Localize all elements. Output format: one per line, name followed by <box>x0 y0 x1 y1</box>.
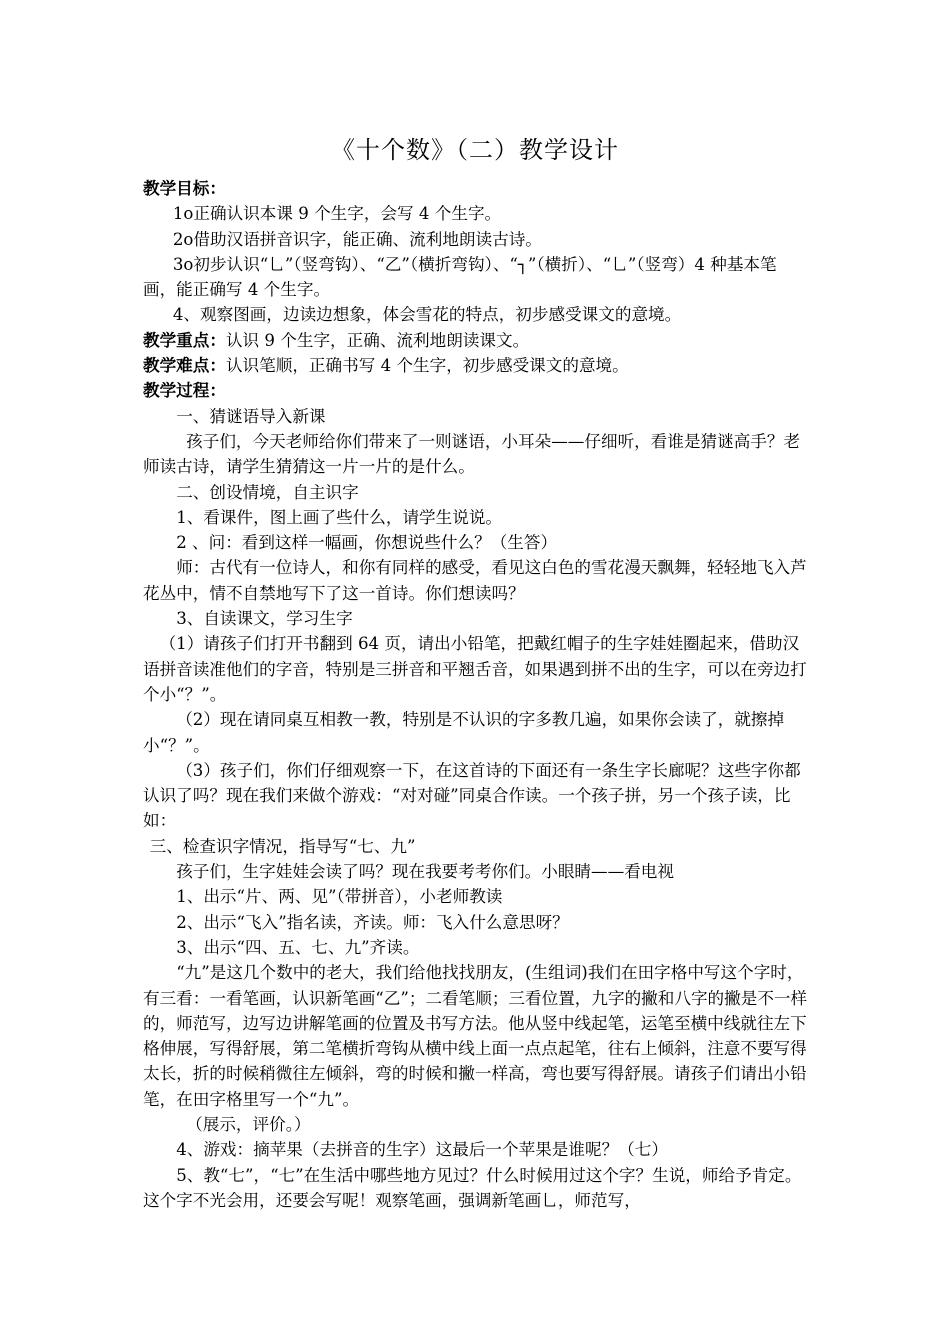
paragraph: 3、出示“四、五、七、九”齐读。 <box>176 937 420 957</box>
section-heading: 一、猜谜语导入新课 <box>176 406 326 426</box>
difficult-points-label: 教学难点： <box>143 355 226 376</box>
goal-item: 3o初步认识“乚”（竖弯钩）、“乙”（横折弯钩）、“┐”（横折）、“乚”（竖弯）4 种基本笔画，能正确写 4 个生字。 <box>143 254 777 300</box>
goal-item: 2o借助汉语拼音识字，能正确、流利地朗读古诗。 <box>172 229 542 249</box>
paragraph: （展示，评价。） <box>186 1114 311 1134</box>
key-points-text: 认识 9 个生字，正确、流利地朗读课文。 <box>225 330 530 350</box>
key-points-label: 教学重点： <box>143 329 226 350</box>
paragraph: （2）现在请同桌互相教一教，特别是不认识的字多教几遍，如果你会读了，就擦掉小“？”。 <box>143 710 785 755</box>
paragraph: （3）孩子们，你们仔细观察一下，在这首诗的下面还有一条生字长廊呢？这些字你都认识了吗？现在我们来做个游戏：“对对碰”同桌合作读。一个孩子拼，另一个孩子读，比如： <box>143 760 801 831</box>
difficult-points-text: 认识笔顺，正确书写 4 个生字，初步感受课文的意境。 <box>225 356 629 376</box>
document-body <box>143 176 809 1213</box>
paragraph: 3、自读课文，学习生字 <box>176 609 353 629</box>
paragraph: “九”是这几个数中的老大，我们给他找找朋友，(生组词)我们在田字格中写这个字时，有三看：一看笔画，认识新笔画“乙”；二看笔顺；三看位置，九字的撇和八字的撇是不一样的，师范写，边写边讲解笔画的位置及书写方法。他从竖中线起笔，运笔至横中线就往左下格伸展，写得舒展，第二笔横折弯钩从横中线上面一点点起笔，往右上倾斜，注意不要写得太长，折的时候稍微往左倾斜，弯的时候和撇一样高，弯也要写得舒展。请孩子们请出小铅笔，在田字格里写一个“九”。 <box>143 963 808 1109</box>
paragraph: 5、教“七”，“七”在生活中哪些地方见过？什么时候用过这个字？生说，师给予肯定。这个字不光会用，还要会写呢！观察笔画，强调新笔画乚，师范写， <box>143 1165 802 1210</box>
paragraph: 1、出示“片、两、见”（带拼音），小老师教读 <box>176 887 503 907</box>
difficult-points <box>143 353 809 378</box>
document-title: 《十个数》（二）教学设计 <box>331 136 619 164</box>
paragraph: 2、出示“飞入”指名读，齐读。师：飞入什么意思呀？ <box>176 912 569 932</box>
paragraph: 4、游戏：摘苹果（去拼音的生字）这最后一个苹果是谁呢？（七） <box>176 1140 668 1160</box>
key-points <box>143 328 809 353</box>
paragraph: 师：古代有一位诗人，和你有同样的感受，看见这白色的雪花漫天飘舞，轻轻地飞入芦花丛中，情不自禁地写下了这一首诗。你们想读吗？ <box>143 558 807 603</box>
paragraph: （1）请孩子们打开书翻到 64 页，请出小铅笔，把戴红帽子的生字娃娃圈起来，借助汉语拼音读准他们的字音，特别是三拼音和平翘舌音，如果遇到拼不出的生字，可以在旁边打个小“？”。 <box>143 634 807 704</box>
section-heading: 二、创设情境，自主识字 <box>176 482 359 502</box>
paragraph: 2 、问：看到这样一幅画，你想说些什么？（生答） <box>176 533 558 553</box>
paragraph: 孩子们，今天老师给你们带来了一则谜语，小耳朵——仔细听，看谁是猜谜高手？老师读古诗，请学生猜猜这一片一片的是什么。 <box>143 431 801 477</box>
paragraph: 1、看课件，图上画了些什么，请学生说说。 <box>176 507 503 527</box>
section-heading: 三、检查识字情况，指导写“七、九” <box>149 836 416 856</box>
goal-item: 4、观察图画，边读边想象，体会雪花的特点，初步感受课文的意境。 <box>172 305 682 325</box>
process-heading: 教学过程： <box>143 380 226 401</box>
paragraph: 孩子们，生字娃娃会读了吗？现在我要考考你们。小眼睛——看电视 <box>176 862 674 882</box>
goals-heading: 教学目标： <box>143 178 226 198</box>
goal-item: 1o正确认识本课 9 个生字，会写 4 个生字。 <box>172 204 502 224</box>
